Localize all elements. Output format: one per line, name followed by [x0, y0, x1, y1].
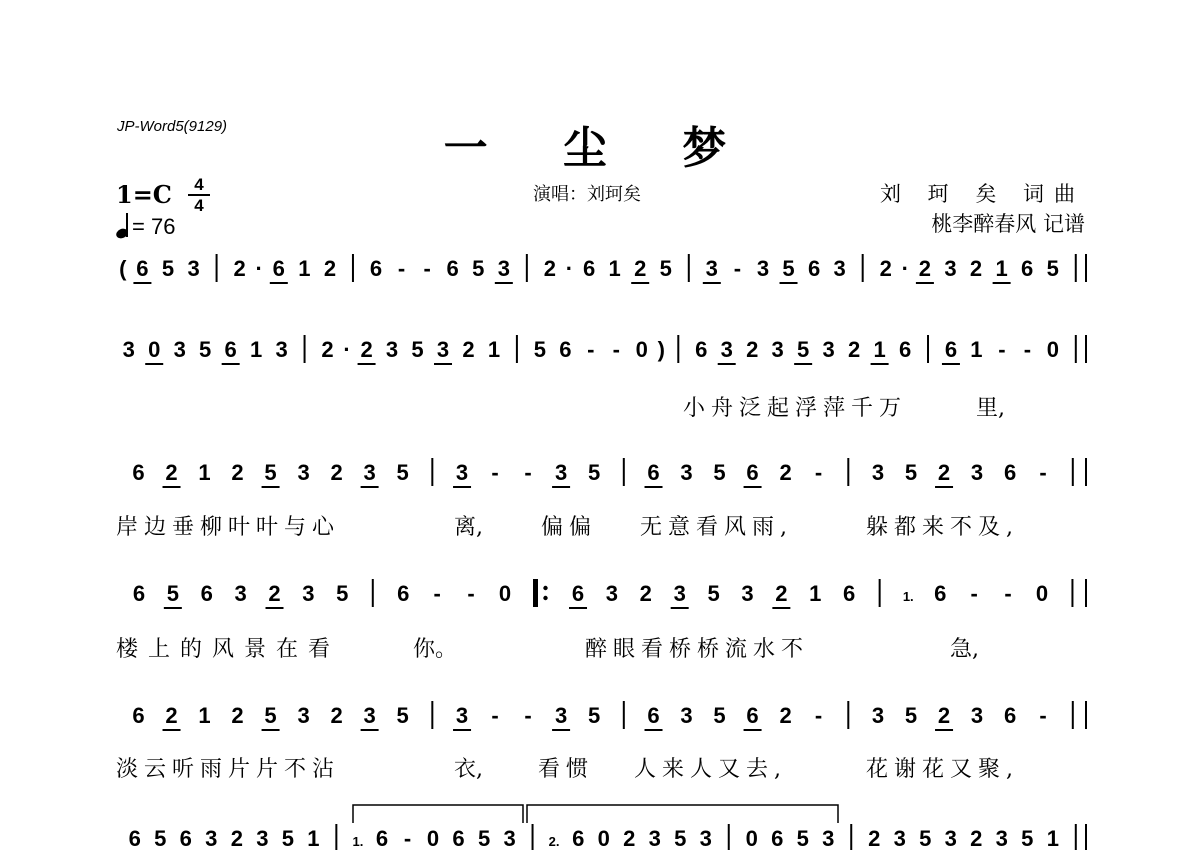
score-note: 3: [970, 460, 984, 485]
score-note: 3: [699, 826, 712, 850]
score-note: 5: [281, 826, 294, 850]
score-note: -: [1004, 581, 1012, 606]
score-note: 3: [297, 460, 310, 485]
score-note: 6: [272, 256, 285, 281]
score-note: 1: [608, 256, 621, 281]
score-note: -: [397, 256, 406, 281]
volta-bracket-1: [353, 805, 523, 823]
tempo-value: = 76: [132, 214, 176, 239]
watermark: JP-Word5(9129): [117, 118, 228, 135]
score-note: 2: [879, 256, 892, 281]
lyric-7: 躲都来不及,: [866, 515, 1019, 540]
score-note: 6: [132, 581, 146, 606]
score-note: -: [433, 581, 441, 606]
score-note: 3: [995, 826, 1008, 850]
score-note: 2: [230, 826, 243, 850]
score-note: 0: [1035, 581, 1049, 606]
lyric-4: 离,: [454, 515, 483, 540]
score-note: -: [423, 256, 431, 281]
score-note: 2.: [548, 834, 560, 849]
score-note: -: [1023, 337, 1032, 362]
score-note: 6: [1003, 460, 1017, 485]
score-note: 3: [944, 256, 957, 281]
score-note: -: [587, 337, 595, 362]
lyric-1: 小舟泛起浮萍千万: [683, 396, 908, 421]
score-note: ): [657, 337, 665, 362]
score-note: 3: [554, 703, 568, 728]
score-note: 3: [673, 581, 686, 606]
score-note: 1: [809, 581, 822, 606]
time-signature-top: 4: [194, 175, 204, 194]
score-note: 2: [623, 826, 636, 850]
song-title: 一 尘 梦: [443, 123, 757, 174]
score-note: 3: [680, 460, 693, 485]
score-note: 3: [503, 826, 516, 850]
score-note: 6: [369, 256, 383, 281]
score-note: 6: [397, 581, 410, 606]
lyric-15: 人来人又去,: [634, 757, 787, 782]
score-note: 5: [587, 703, 601, 728]
score-note: 0: [148, 337, 161, 362]
score-note: 1: [995, 256, 1008, 281]
lyric-12: 淡云听雨片片不沾: [116, 757, 341, 782]
score-note: 3: [363, 703, 376, 728]
score-note: 6: [647, 460, 660, 485]
score-note: 5: [713, 460, 726, 485]
score-note: 2: [268, 581, 281, 606]
score-note: 2: [462, 337, 475, 362]
score-note: 3: [944, 826, 957, 850]
score-note: 2: [779, 703, 792, 728]
score-note: 2: [868, 826, 881, 850]
score-note: 1: [307, 826, 320, 850]
score-note: 3: [256, 826, 269, 850]
score-note: 2: [165, 703, 178, 728]
score-note: 3: [187, 256, 200, 281]
score-note: -: [1039, 460, 1047, 485]
score-note: (: [119, 256, 127, 281]
transcriber-credit: 桃李醉春风 记谱: [931, 212, 1085, 236]
score-note: 6: [1003, 703, 1017, 728]
score-note: 3: [871, 460, 885, 485]
score-note: 2: [543, 256, 556, 281]
score-note: 5: [782, 256, 795, 281]
score-note: 6: [132, 460, 145, 485]
score-note: -: [612, 337, 620, 362]
score-note: 6: [452, 826, 465, 850]
lyric-14: 看惯: [538, 757, 595, 782]
score-note: 3: [871, 703, 885, 728]
score-note: 3: [497, 256, 510, 281]
score-note: 5: [336, 581, 349, 606]
score-note: -: [1039, 703, 1047, 728]
score-note: 0: [635, 337, 648, 362]
score-note: ·: [565, 256, 574, 281]
score-note: 5: [166, 581, 179, 606]
score-note: 1: [198, 460, 211, 485]
lyric-10: 醉眼看桥桥流水不: [585, 637, 810, 662]
score-note: 6: [224, 337, 237, 362]
score-note: 6: [746, 703, 759, 728]
score-note: 2: [970, 826, 983, 850]
score-note: 2: [233, 256, 246, 281]
score-note: 5: [533, 337, 546, 362]
score-note: 6: [132, 703, 145, 728]
score-note: 3: [122, 337, 135, 362]
score-note: 3: [436, 337, 450, 362]
score-note: 0: [1046, 337, 1059, 362]
score-note: 2: [746, 337, 759, 362]
score-note: 0: [426, 826, 440, 850]
score-note: -: [403, 826, 412, 850]
score-note: 3: [720, 337, 733, 362]
score-note: 0: [498, 581, 512, 606]
score-note: 6: [647, 703, 660, 728]
score-note: 5: [411, 337, 424, 362]
score-note: 3: [275, 337, 288, 362]
score-note: 2: [775, 581, 788, 606]
score-note: 6: [136, 256, 149, 281]
score-note: 3: [385, 337, 399, 362]
score-note: 6: [375, 826, 389, 850]
repeat-dot: [543, 596, 547, 600]
score-note: 2: [969, 256, 983, 281]
score-note: 2: [330, 703, 343, 728]
score-note: 6: [807, 256, 821, 281]
score-note: 2: [639, 581, 652, 606]
score-note: -: [524, 460, 532, 485]
score-note: 5: [659, 256, 672, 281]
score-note: 5: [1046, 256, 1059, 281]
score-note: 3: [297, 703, 310, 728]
score-note: 5: [707, 581, 720, 606]
score-note: 3: [302, 581, 315, 606]
score-note: 5: [919, 826, 932, 850]
score-note: 3: [605, 581, 619, 606]
score-note: 3: [205, 826, 218, 850]
score-note: 1: [1046, 826, 1059, 850]
score-note: 6: [559, 337, 572, 362]
score-note: 5: [587, 460, 601, 485]
score-note: 6: [898, 337, 912, 362]
score-note: 2: [847, 337, 861, 362]
score-note: 5: [904, 703, 918, 728]
score-note: 5: [713, 703, 726, 728]
score-note: 5: [396, 703, 409, 728]
score-note: 3: [234, 581, 247, 606]
score-note: 3: [741, 581, 754, 606]
score-note: -: [524, 703, 532, 728]
score-note: 6: [179, 826, 192, 850]
score-note: 2: [937, 460, 951, 485]
score-note: 5: [472, 256, 485, 281]
score-note: 6: [934, 581, 947, 606]
score-note: -: [467, 581, 475, 606]
score-note: 3: [648, 826, 661, 850]
score-note: 5: [1021, 826, 1034, 850]
score-note: 2: [937, 703, 951, 728]
score-note: 6: [843, 581, 856, 606]
score-note: 1: [487, 337, 501, 362]
lyric-9: 你。: [413, 637, 458, 662]
score-note: 2: [231, 460, 244, 485]
score-note: 6: [746, 460, 759, 485]
score-note: 5: [154, 826, 167, 850]
score-note: 3: [756, 256, 770, 281]
score-note: 3: [970, 703, 984, 728]
score-note: 6: [1021, 256, 1034, 281]
score-note: 2: [323, 256, 337, 281]
singer-credit: 演唱：刘珂矣: [533, 184, 641, 205]
score-note: 6: [582, 256, 596, 281]
score-note: 6: [446, 256, 459, 281]
lyric-6: 无意看风雨,: [640, 515, 793, 540]
time-signature-bottom: 4: [194, 196, 204, 215]
score-note: 3: [893, 826, 906, 850]
composer-credit: 刘 珂 矣 词曲: [879, 182, 1085, 206]
score-note: 6: [695, 337, 708, 362]
score-note: 3: [822, 826, 835, 850]
score-note: 1.: [352, 834, 364, 849]
score-note: 3: [455, 460, 469, 485]
score-note: 3: [455, 703, 469, 728]
lyric-5: 偏偏: [541, 515, 598, 540]
score-note: 2: [634, 256, 647, 281]
score-note: 2: [165, 460, 178, 485]
score-note: 3: [173, 337, 186, 362]
score-note: 1: [298, 256, 311, 281]
score-note: 3: [363, 460, 376, 485]
score-note: 6: [128, 826, 141, 850]
score-note: -: [814, 703, 823, 728]
score-note: ·: [255, 256, 263, 281]
lyric-2: 里,: [976, 396, 1005, 421]
lyric-11: 急,: [950, 637, 979, 662]
score-note: ·: [901, 256, 909, 281]
score-note: ·: [343, 337, 351, 362]
score-note: 2: [321, 337, 334, 362]
score-note: 5: [199, 337, 212, 362]
score-note: 2: [231, 703, 244, 728]
score-note: 6: [944, 337, 958, 362]
score-note: 3: [771, 337, 784, 362]
score-note: 5: [674, 826, 687, 850]
score-note: 0: [597, 826, 610, 850]
score-note: 5: [796, 826, 809, 850]
score-note: 2: [779, 460, 792, 485]
score-note: 6: [771, 826, 784, 850]
volta-bracket-2: [527, 805, 838, 823]
score-note: 5: [396, 460, 409, 485]
score-note: 5: [264, 703, 277, 728]
score-note: 5: [904, 460, 918, 485]
score-note: 6: [572, 826, 585, 850]
score-note: 3: [833, 256, 846, 281]
score-note: 1: [198, 703, 211, 728]
score-note: 1.: [902, 589, 914, 604]
score-note: -: [491, 703, 499, 728]
score-note: 6: [200, 581, 213, 606]
lyric-16: 花谢花又聚,: [866, 757, 1019, 782]
score-note: -: [998, 337, 1006, 362]
score-note: -: [814, 460, 823, 485]
lyric-8: 楼上的风景在看: [116, 637, 341, 662]
score-note: 2: [918, 256, 932, 281]
score-note: 2: [360, 337, 373, 362]
repeat-dot: [543, 586, 547, 590]
score-note: -: [970, 581, 978, 606]
score-note: 3: [705, 256, 718, 281]
score-note: 5: [264, 460, 277, 485]
lyric-13: 衣,: [454, 757, 483, 782]
score-note: -: [491, 460, 499, 485]
key-signature: 1=C: [116, 180, 172, 209]
score-note: 1: [873, 337, 886, 362]
score-note: 3: [822, 337, 835, 362]
score-note: 3: [680, 703, 693, 728]
score-note: 0: [745, 826, 758, 850]
score-note: 2: [330, 460, 343, 485]
score-note: 3: [554, 460, 568, 485]
lyric-3: 岸边垂柳叶叶与心: [116, 515, 341, 540]
score-note: 5: [477, 826, 491, 850]
score-note: 6: [571, 581, 585, 606]
score-note: 5: [161, 256, 175, 281]
score-note: -: [733, 256, 742, 281]
score-note: 5: [797, 337, 810, 362]
score-note: 1: [250, 337, 263, 362]
score-note: 1: [970, 337, 983, 362]
